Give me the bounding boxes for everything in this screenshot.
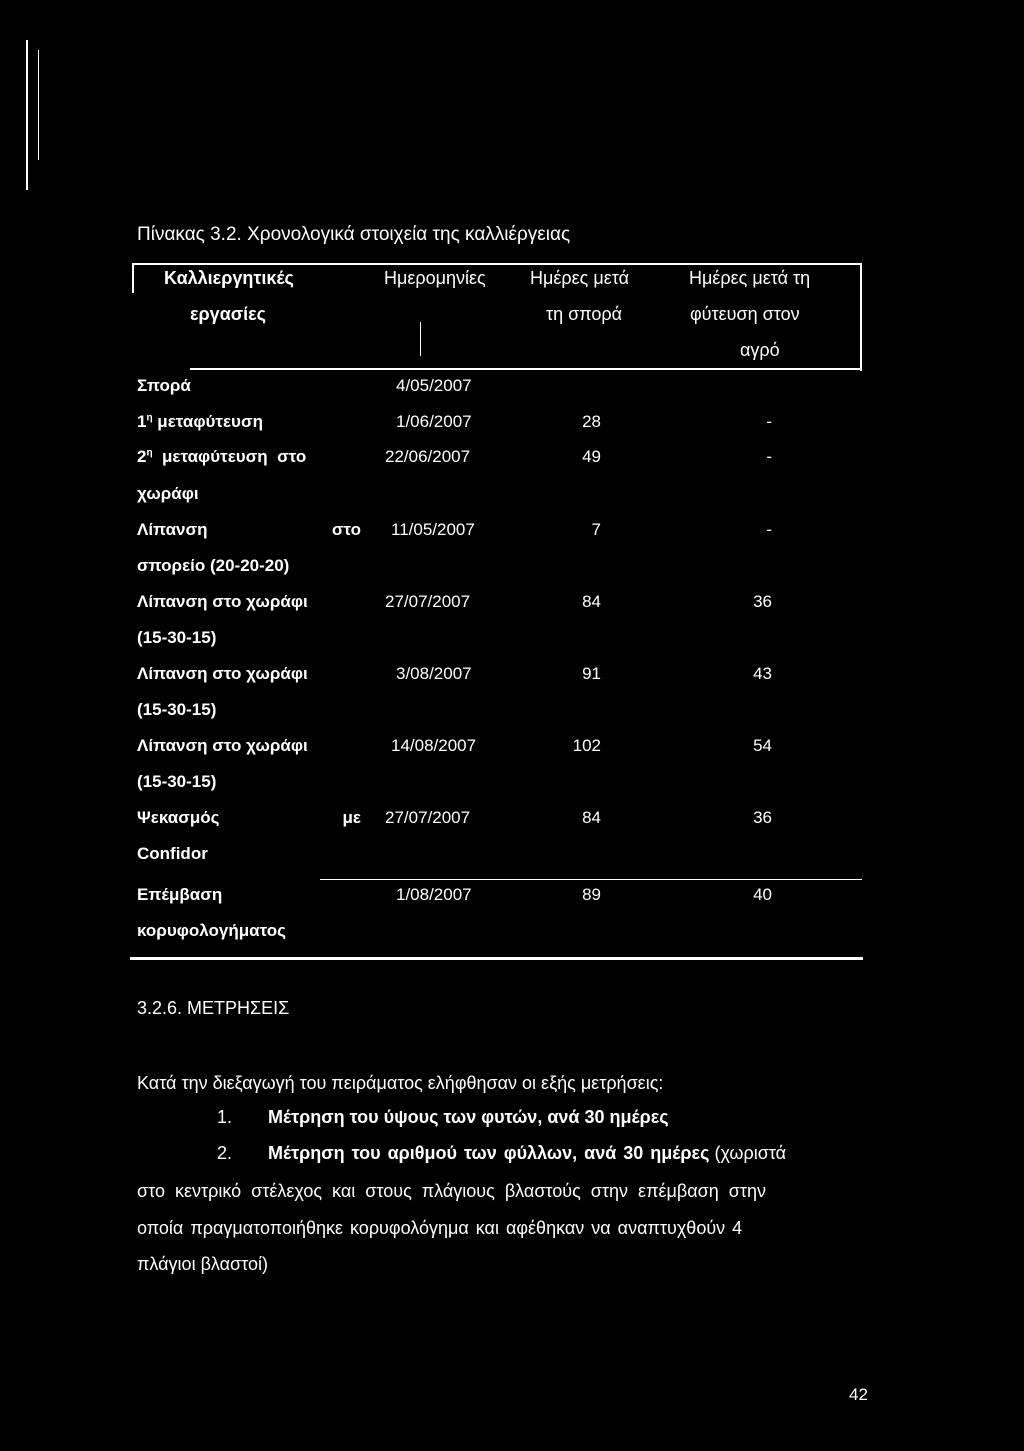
table-row-date: 11/05/2007 — [391, 520, 475, 539]
table-row-days-sowing: 84 — [582, 808, 601, 827]
list-item-bold-part: Μέτρηση του αριθμού των φύλλων, ανά 30 ημέρες — [268, 1143, 710, 1163]
header-days-after-planting-line3: αγρό — [740, 340, 780, 360]
col-divider — [420, 322, 421, 356]
table-row-operation: $1^\eta$ μεταφύτευση — [137, 412, 263, 431]
table-row-days-planting: 54 — [753, 736, 772, 755]
header-days-after-planting-line2: φύτευση στον — [690, 304, 800, 324]
table-row-days-planting: 36 — [753, 592, 772, 611]
list-item-number: 2. — [217, 1143, 233, 1163]
table-row-date: 27/07/2007 — [385, 592, 471, 611]
header-bottom-rule — [190, 368, 862, 370]
table-row-operation: Λίπανση στο χωράφι — [137, 592, 308, 611]
table-row-days-planting: - — [766, 412, 772, 431]
table-right-rule — [860, 263, 862, 371]
table-top-rule — [132, 263, 862, 265]
paragraph-line: στο κεντρικό στέλεχος και στους πλάγιους βλαστούς στην επέμβαση στην — [137, 1181, 766, 1201]
table-row-operation: Λίπανση στο χωράφι — [137, 736, 308, 755]
table-row-date: 1/08/2007 — [396, 885, 472, 904]
scan-edge-line-short — [38, 50, 39, 160]
table-row-operation: Σπορά — [137, 376, 191, 395]
table-row-date: 1/06/2007 — [396, 412, 472, 431]
table-row-date: 14/08/2007 — [391, 736, 477, 755]
header-days-after-planting-line1: Ημέρες μετά τη — [689, 268, 811, 288]
table-row-date: 4/05/2007 — [396, 376, 472, 395]
table-row-days-planting: 36 — [753, 808, 772, 827]
header-operations-line2: εργασίες — [190, 304, 266, 324]
table-row-days-sowing: 89 — [582, 885, 601, 904]
table-row-operation: Λίπανση στο χωράφι — [137, 664, 308, 683]
table-row-operation-cont: (15-30-15) — [137, 700, 217, 719]
table-row-days-sowing: 49 — [582, 447, 601, 466]
list-item-text — [268, 1143, 870, 1164]
header-dates: Ημερομηνίες — [384, 268, 486, 288]
table-left-rule — [132, 263, 134, 293]
header-days-after-sowing-line1: Ημέρες μετά — [530, 268, 629, 288]
header-operations-line1: Καλλιεργητικές — [164, 268, 294, 288]
last-row-top-rule — [320, 879, 862, 880]
table-row-days-sowing: 28 — [582, 412, 601, 431]
table-row-days-sowing: 84 — [582, 592, 601, 611]
intro-paragraph: Κατά την διεξαγωγή του πειράματος ελήφθησαν οι εξής μετρήσεις: — [137, 1073, 664, 1093]
table-row-operation-cont: σπορείο (20-20-20) — [137, 556, 290, 575]
table-row-operation-cont: (15-30-15) — [137, 628, 217, 647]
table-row-operation-cont: (15-30-15) — [137, 772, 217, 791]
table-row-days-planting: 40 — [753, 885, 772, 904]
page-number: 42 — [849, 1385, 868, 1404]
table-row-date: 3/08/2007 — [396, 664, 472, 683]
table-row-operation-cont: Confidor — [137, 844, 208, 863]
list-item-text: Μέτρηση του ύψους των φυτών, ανά 30 ημέρες — [268, 1107, 669, 1127]
table-row-operation: $2^\eta$ μεταφύτευση στο — [137, 447, 307, 466]
header-days-after-sowing-line2: τη σπορά — [546, 304, 623, 324]
list-item-rest: (χωριστά — [709, 1143, 787, 1163]
table-row-operation-cont: χωράφι — [137, 484, 199, 503]
table-caption: Πίνακας 3.2. Χρονολογικά στοιχεία της καλλιέργειας — [137, 224, 571, 245]
section-title: 3.2.6. ΜΕΤΡΗΣΕΙΣ — [137, 998, 290, 1018]
paragraph-line: οποία πραγματοποιήθηκε κορυφολόγημα και αφέθηκαν να αναπτυχθούν 4 — [137, 1218, 743, 1238]
table-row-date: 27/07/2007 — [385, 808, 471, 827]
table-row-days-sowing: 91 — [582, 664, 601, 683]
table-row-days-planting: - — [766, 447, 772, 466]
table-row-operation-cont: κορυφολογήματος — [137, 921, 286, 940]
paragraph-line: πλάγιοι βλαστοί) — [137, 1254, 269, 1274]
scan-edge-line — [26, 40, 28, 190]
table-row-days-sowing: 7 — [591, 520, 601, 539]
list-item-number: 1. — [217, 1107, 233, 1127]
table-row-days-sowing: 102 — [572, 736, 601, 755]
table-row-date: 22/06/2007 — [385, 447, 471, 466]
table-bottom-rule — [130, 957, 863, 960]
table-row-operation: Ψεκασμός με — [137, 808, 361, 827]
table-row-operation: Επέμβαση — [137, 885, 223, 904]
table-row-operation: Λίπανση στο — [137, 520, 361, 539]
table-row-days-planting: - — [766, 520, 772, 539]
table-row-days-planting: 43 — [753, 664, 772, 683]
